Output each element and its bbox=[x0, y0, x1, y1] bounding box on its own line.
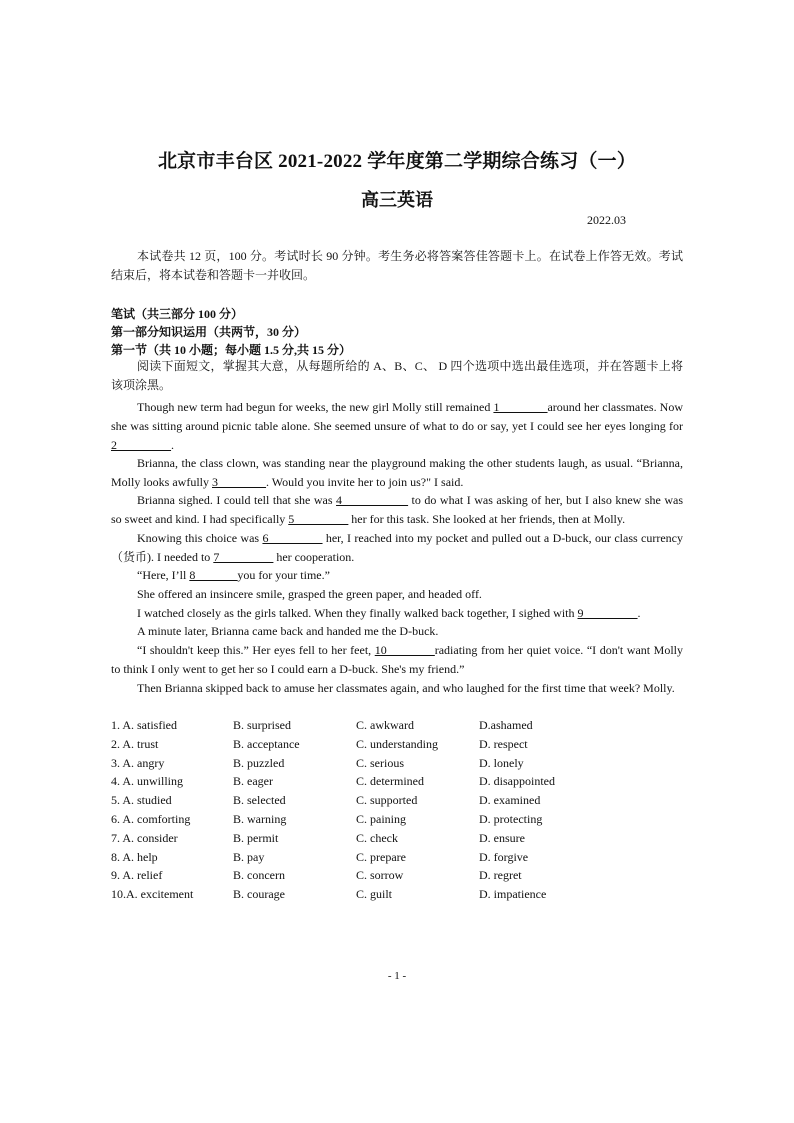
passage-paragraph bbox=[111, 604, 683, 623]
blank-2: 2_________ bbox=[111, 437, 171, 452]
passage-paragraph: She offered an insincere smile, grasped the green paper, and headed off. bbox=[137, 587, 482, 601]
option-d: D. protecting bbox=[479, 811, 543, 826]
option-row bbox=[111, 848, 599, 867]
options-table bbox=[111, 716, 599, 904]
passage-text: radiating from her quiet voice. “I don't want Molly to think I only went to get her so I could earn a D-buck. She's my friend.” bbox=[111, 643, 684, 676]
option-a: 9. A. relief bbox=[111, 868, 163, 883]
passage-paragraph bbox=[111, 454, 683, 492]
option-c: C. check bbox=[356, 830, 398, 845]
option-row bbox=[111, 829, 599, 848]
option-c: C. prepare bbox=[356, 849, 406, 864]
passage-text: Brianna sighed. I could tell that she was bbox=[137, 493, 337, 507]
option-row bbox=[111, 866, 599, 885]
section-sec1: 第一节（共 10 小题；每小题 1.5 分,共 15 分） bbox=[111, 343, 352, 357]
blank-5: 5_________ bbox=[288, 511, 349, 526]
page-number: - 1 - bbox=[387, 970, 407, 982]
blank-7: 7_________ bbox=[213, 549, 274, 564]
option-row bbox=[111, 791, 599, 810]
option-row bbox=[111, 810, 599, 829]
passage-paragraph bbox=[111, 491, 683, 529]
option-c: C. paining bbox=[356, 811, 406, 826]
passage-paragraph: Then Brianna skipped back to amuse her classmates again, and who laughed for the first time that week? Molly. bbox=[137, 681, 675, 695]
option-b: B. puzzled bbox=[233, 755, 285, 770]
passage-text: I watched closely as the girls talked. When they finally walked back together, I sighed with bbox=[137, 606, 578, 620]
blank-10: 10________ bbox=[374, 643, 435, 657]
option-row bbox=[111, 735, 599, 754]
passage-text: her for this task. She looked at her friends, then at Molly. bbox=[348, 511, 626, 526]
option-row bbox=[111, 885, 599, 904]
option-b: B. surprised bbox=[233, 718, 291, 732]
section-written: 笔试（共三部分 100 分） bbox=[111, 307, 244, 321]
exam-date: 2022.03 bbox=[587, 213, 626, 227]
exam-notice: 本试卷共 12 页，100 分。考试时长 90 分钟。考生务必将答案答佳答题卡上。在试卷上作答无效。考试结束后，将本试卷和答题卡一并收回。 bbox=[111, 249, 683, 282]
option-row bbox=[111, 754, 599, 773]
passage-text: “I shouldn't keep this.” Her eyes fell to her feet, bbox=[137, 643, 375, 657]
option-c: C. serious bbox=[356, 755, 404, 770]
passage-text: around her classmates. Now she was sitting around picnic table alone. She seemed unsure of what to do or say, yet I could see her eyes longing for bbox=[111, 400, 684, 433]
passage-text: her, I reached into my pocket and pulled out a D-buck, our class currency（货币). I needed to bbox=[111, 531, 683, 564]
passage-paragraph bbox=[111, 398, 683, 454]
option-c: C. understanding bbox=[356, 736, 438, 751]
option-d: D.ashamed bbox=[479, 718, 533, 732]
option-a: 7. A. consider bbox=[111, 830, 178, 845]
passage-text: Brianna, the class clown, was standing near the playground making the other students laugh, as usual. “Brianna, Molly looks awfully bbox=[111, 456, 683, 489]
option-a: 2. A. trust bbox=[111, 736, 159, 751]
option-a: 6. A. comforting bbox=[111, 811, 191, 826]
passage-text: her cooperation. bbox=[273, 549, 355, 564]
option-d: D. examined bbox=[479, 793, 541, 808]
option-d: D. impatience bbox=[479, 887, 547, 902]
option-a: 1. A. satisfied bbox=[111, 718, 177, 732]
option-b: B. concern bbox=[233, 868, 285, 883]
option-a: 8. A. help bbox=[111, 849, 158, 864]
passage-text: . Would you invite her to join us?" I said. bbox=[266, 474, 464, 489]
instruction-text: 阅读下面短文，掌握其大意，从每题所给的 A、B、C、 D 四个选项中选出最佳选项，并在答题卡上将该项涂黑。 bbox=[111, 359, 683, 392]
passage-text: . bbox=[637, 606, 641, 620]
passage-text: to do what I was asking of her, but I also knew she was so sweet and kind. I had specifically bbox=[111, 493, 684, 526]
option-a: 4. A. unwilling bbox=[111, 774, 184, 789]
blank-1: 1________ bbox=[493, 400, 548, 414]
option-b: B. courage bbox=[233, 887, 285, 902]
blank-8: 8_______ bbox=[189, 568, 238, 582]
exam-title: 北京市丰台区 2021-2022 学年度第二学期综合练习（一） bbox=[157, 151, 637, 172]
passage-paragraph: A minute later, Brianna came back and handed me the D-buck. bbox=[137, 624, 439, 638]
blank-6: 6_________ bbox=[262, 531, 323, 545]
option-d: D. forgive bbox=[479, 849, 529, 864]
blank-9: 9_________ bbox=[577, 606, 638, 620]
option-b: B. pay bbox=[233, 849, 265, 864]
option-a: 3. A. angry bbox=[111, 755, 165, 770]
option-c: C. supported bbox=[356, 793, 418, 808]
option-a: 5. A. studied bbox=[111, 793, 172, 808]
blank-3: 3________ bbox=[212, 474, 266, 489]
option-c: C. guilt bbox=[356, 887, 393, 902]
option-c: C. awkward bbox=[356, 718, 414, 732]
exam-subtitle: 高三英语 bbox=[361, 190, 433, 210]
option-d: D. lonely bbox=[479, 755, 524, 770]
section-part1: 第一部分知识运用（共两节，30 分） bbox=[111, 325, 307, 339]
option-b: B. warning bbox=[233, 811, 287, 826]
passage-text: Though new term had begun for weeks, the new girl Molly still remained bbox=[137, 400, 494, 414]
option-c: C. determined bbox=[356, 774, 424, 789]
blank-4: 4___________ bbox=[336, 493, 409, 507]
passage-paragraph bbox=[111, 566, 683, 585]
option-d: D. disappointed bbox=[479, 774, 555, 789]
option-row bbox=[111, 716, 599, 735]
passage-text: Knowing this choice was bbox=[137, 531, 263, 545]
passage-paragraph bbox=[111, 529, 683, 567]
option-d: D. ensure bbox=[479, 830, 525, 845]
passage-text: you for your time.” bbox=[237, 568, 330, 582]
option-a: 10.A. excitement bbox=[111, 887, 194, 902]
option-d: D. regret bbox=[479, 868, 522, 883]
option-b: B. acceptance bbox=[233, 736, 300, 751]
option-d: D. respect bbox=[479, 736, 528, 751]
option-b: B. eager bbox=[233, 774, 273, 789]
passage-paragraph bbox=[111, 641, 683, 679]
option-row bbox=[111, 772, 599, 791]
option-b: B. permit bbox=[233, 830, 279, 845]
passage-text: “Here, I’ll bbox=[137, 568, 190, 582]
option-b: B. selected bbox=[233, 793, 286, 808]
option-c: C. sorrow bbox=[356, 868, 404, 883]
passage-text: . bbox=[171, 437, 174, 452]
